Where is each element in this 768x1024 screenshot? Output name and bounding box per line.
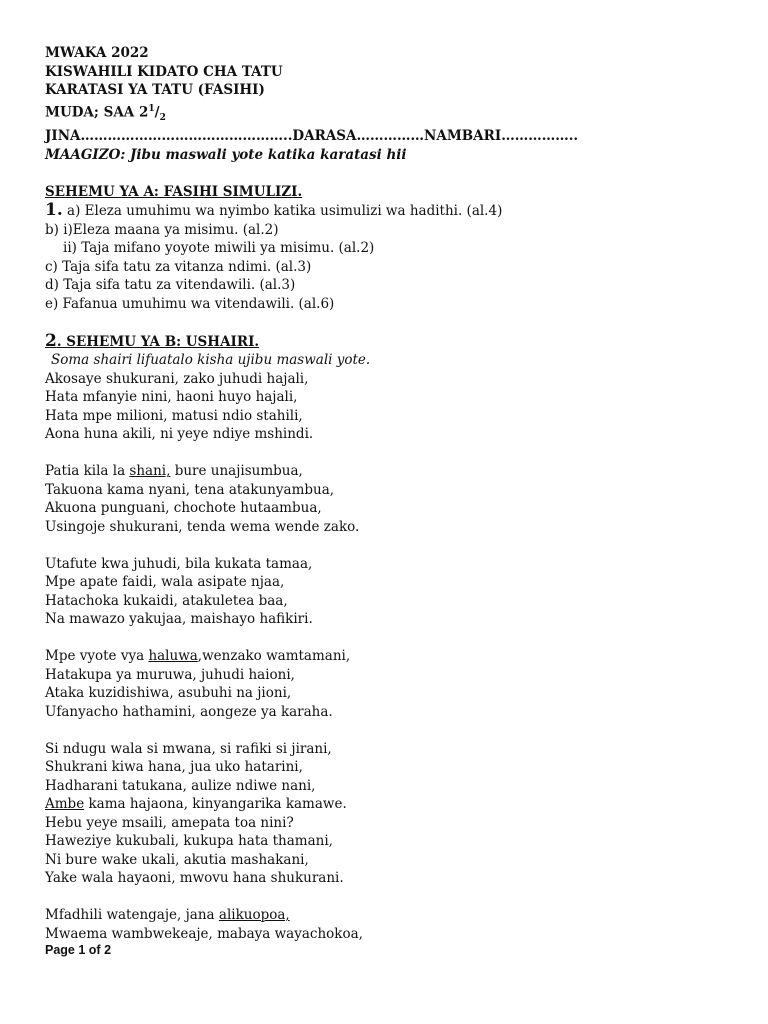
poem-line: Na mawazo yakujaa, maishayo hafikiri.	[45, 611, 313, 628]
question-1b-ii: ii) Taja mifano yoyote miwili ya misimu. (al.2)	[63, 240, 375, 257]
candidate-fields: JINA………………………………………..DARASA……………NAMBARI……………..	[45, 128, 579, 145]
poem-line: Mpe vyote vya haluwa,wenzako wamtamani,	[45, 648, 351, 665]
poem-stanza-2	[45, 462, 735, 536]
section-b-title: 2. SEHEMU YA B: USHAIRI.	[45, 330, 260, 351]
poem-line: Hadharani tatukana, aulize ndiwe nani,	[45, 777, 316, 794]
exam-year: MWAKA 2022	[45, 45, 149, 61]
poem-line: Mpe apate faidi, wala asipate njaa,	[45, 574, 285, 591]
poem-line: Ni bure wake ukali, akutia mashakani,	[45, 851, 309, 868]
poem-line: Utafute kwa juhudi, bila kukata tamaa,	[45, 555, 313, 572]
exam-instructions: MAAGIZO: Jibu maswali yote katika karatasi hii	[45, 146, 407, 163]
poem-line: Usingoje shukurani, tenda wema wende zako.	[45, 518, 360, 535]
poem-line: Yake wala hayaoni, mwovu hana shukurani.	[45, 870, 344, 887]
poem-line: Ambe kama hajaona, kinyangarika kamawe.	[45, 796, 347, 813]
question-1b-i: b) i)Eleza maana ya misimu. (al.2)	[45, 221, 279, 238]
poem-line: Takuona kama nyani, tena atakunyambua,	[45, 481, 335, 498]
exam-page	[45, 44, 735, 943]
question-1a: 1. a) Eleza umuhimu wa nyimbo katika usimulizi wa hadithi. (al.4)	[45, 200, 503, 221]
poem-line: Mwaema wambwekeaje, mabaya wayachokoa,	[45, 925, 363, 942]
poem-line: Aona huna akili, ni yeye ndiye mshindi.	[45, 426, 314, 443]
poem-line: Akosaye shukurani, zako juhudi hajali,	[45, 370, 309, 387]
poem-line: Hata mfanyie nini, haoni huyo hajali,	[45, 389, 298, 406]
poem-line: Patia kila la shani, bure unajisumbua,	[45, 463, 303, 480]
page-number: Page 1 of 2	[45, 943, 112, 957]
poem-stanza-5	[45, 740, 735, 888]
poem-line: Akuona punguani, chochote hutaambua,	[45, 500, 322, 517]
exam-paper: KARATASI YA TATU (FASIHI)	[45, 82, 265, 98]
poem-line: Si ndugu wala si mwana, si rafiki si jirani,	[45, 740, 332, 757]
poem-instruction: Soma shairi lifuatalo kisha ujibu maswali yote.	[51, 352, 371, 369]
poem-stanza-6	[45, 906, 735, 943]
exam-subject: KISWAHILI KIDATO CHA TATU	[45, 63, 283, 80]
poem-line: Mfadhili watengaje, jana alikuopoa,	[45, 907, 290, 924]
poem-line: Haweziye kukubali, kukupa hata thamani,	[45, 833, 333, 850]
poem-line: Hata mpe milioni, matusi ndio stahili,	[45, 407, 303, 424]
poem-line: Hatakupa ya muruwa, juhudi haioni,	[45, 666, 295, 683]
question-1c: c) Taja sifa tatu za vitanza ndimi. (al.3)	[45, 258, 312, 275]
poem-line: Ataka kuzidishiwa, asubuhi na jioni,	[45, 685, 292, 702]
section-a-title: SEHEMU YA A: FASIHI SIMULIZI.	[45, 183, 303, 200]
poem-stanza-4	[45, 647, 735, 721]
poem-line: Hatachoka kukaidi, atakuletea baa,	[45, 592, 288, 609]
poem-line: Shukrani kiwa hana, jua uko hatarini,	[45, 759, 303, 776]
question-1d: d) Taja sifa tatu za vitendawili. (al.3)	[45, 277, 296, 294]
exam-time: MUDA; SAA $2^1/_2$	[45, 103, 166, 123]
question-1e: e) Fafanua umuhimu wa vitendawili. (al.6)	[45, 295, 335, 312]
poem-stanza-3	[45, 555, 735, 629]
poem-line: Ufanyacho hathamini, aongeze ya karaha.	[45, 703, 333, 720]
poem-line: Hebu yeye msaili, amepata toa nini?	[45, 814, 294, 831]
poem-stanza-1	[45, 370, 735, 444]
